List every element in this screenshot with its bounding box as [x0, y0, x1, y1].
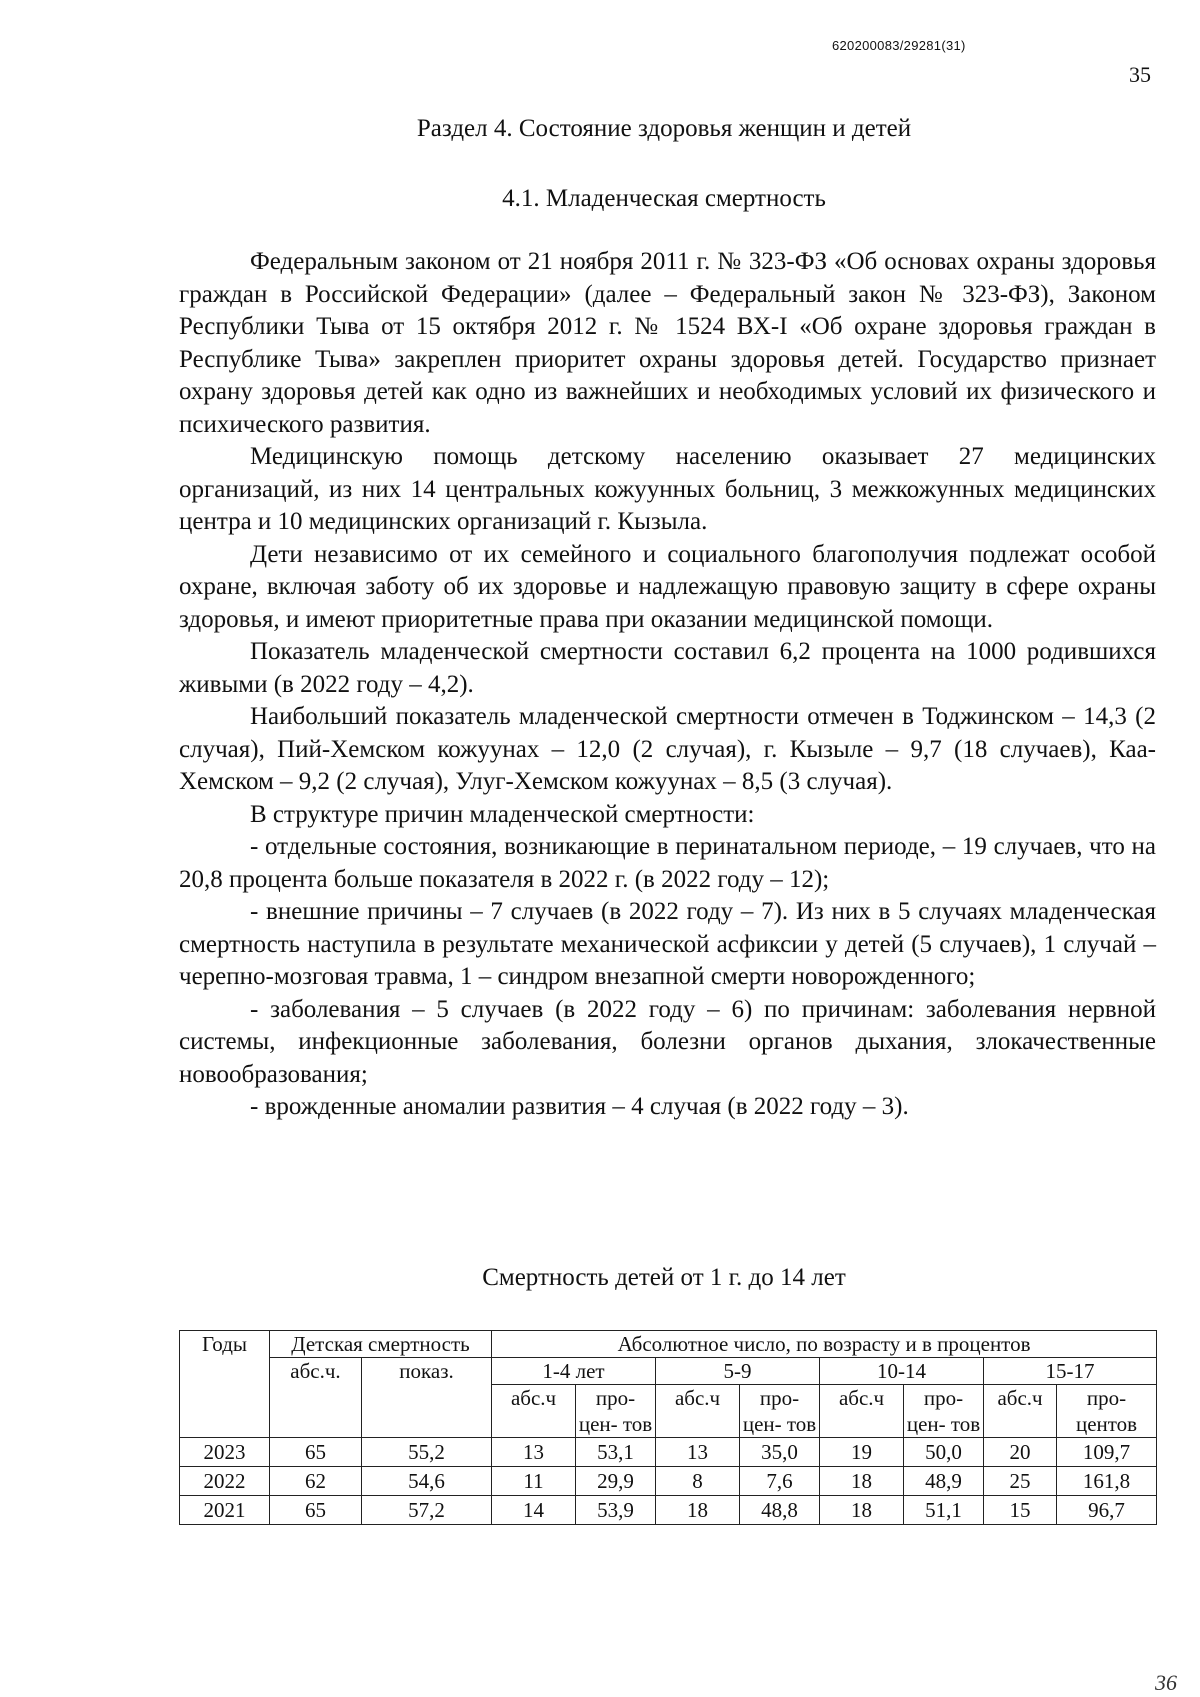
corner-handwritten-number: 36 — [1155, 1670, 1177, 1695]
header-percent: про- цен- тов — [904, 1385, 984, 1438]
cell-p4: 96,7 — [1057, 1496, 1157, 1525]
cell-a3: 18 — [820, 1496, 904, 1525]
header-abs-ch: абс.ч. — [270, 1358, 362, 1438]
cell-p1: 53,1 — [576, 1438, 656, 1467]
cell-a4: 20 — [984, 1438, 1057, 1467]
cell-p2: 48,8 — [740, 1496, 820, 1525]
cell-pokaz: 54,6 — [362, 1467, 492, 1496]
paragraph: Федеральным законом от 21 ноября 2011 г. № 323-ФЗ «Об основах охраны здоровья граждан в Российской Федерации» (далее – Федеральный закон № 323-ФЗ), Законом Республики Тыва от 15 октября 2012 г. № 1524 ВХ-I «Об охране здоровья граждан в Республике Тыва» закреплен приоритет охраны здоровья детей. Государство признает охрану здоровья детей как одно из важнейших и необходимых условий их физического и психического развития. — [179, 248, 1156, 438]
cell-a4: 15 — [984, 1496, 1057, 1525]
cell-year: 2023 — [180, 1438, 270, 1467]
header-age-15-17: 15-17 — [984, 1358, 1157, 1385]
body-text — [179, 246, 1156, 1124]
document-id: 620200083/29281(31) — [832, 38, 966, 53]
cell-a1: 13 — [492, 1438, 576, 1467]
header-abs: абс.ч — [656, 1385, 740, 1438]
header-abs: абс.ч — [984, 1385, 1057, 1438]
table-row — [180, 1438, 1157, 1467]
paragraph: Медицинскую помощь детскому населению оказывает 27 медицинских организаций, из них 14 центральных кожуунных больниц, 3 межкожунных медицинских центра и 10 медицинских организаций г. Кызыла. — [179, 443, 1156, 535]
subsection-title: 4.1. Младенческая смертность — [502, 185, 826, 212]
header-percent: про- цен- тов — [740, 1385, 820, 1438]
paragraph: Наибольший показатель младенческой смертности отмечен в Тоджинском – 14,3 (2 случая), Пий-Хемском кожуунах – 12,0 (2 случая), г. Кызыле – 9,7 (18 случаев), Каа-Хемском – 9,2 (2 случая), Улуг-Хемском кожуунах – 8,5 (3 случая). — [179, 703, 1156, 795]
header-years: Годы — [180, 1331, 270, 1438]
paragraph: Показатель младенческой смертности составил 6,2 процента на 1000 родившихся живыми (в 2022 году – 4,2). — [179, 638, 1156, 698]
table-row — [180, 1496, 1157, 1525]
cell-abs: 65 — [270, 1496, 362, 1525]
cell-abs: 62 — [270, 1467, 362, 1496]
header-pokaz: показ. — [362, 1358, 492, 1438]
header-child-mortality: Детская смертность — [270, 1331, 492, 1358]
header-abs: абс.ч — [492, 1385, 576, 1438]
header-abs: абс.ч — [820, 1385, 904, 1438]
paragraph: В структуре причин младенческой смертности: — [250, 800, 755, 828]
cell-a2: 13 — [656, 1438, 740, 1467]
cell-p3: 50,0 — [904, 1438, 984, 1467]
header-age-5-9: 5-9 — [656, 1358, 820, 1385]
cell-p4: 109,7 — [1057, 1438, 1157, 1467]
list-item: - отдельные состояния, возникающие в перинатальном периоде, – 19 случаев, что на 20,8 процента больше показателя в 2022 г. (в 2022 году – 12); — [179, 833, 1156, 893]
table-row — [180, 1467, 1157, 1496]
header-age-10-14: 10-14 — [820, 1358, 984, 1385]
list-item: - внешние причины – 7 случаев (в 2022 году – 7). Из них в 5 случаях младенческая смертность наступила в результате механической асфиксии у детей (5 случаев), 1 случай – черепно-мозговая травма, 1 – синдром внезапной смерти новорожденного; — [179, 898, 1156, 990]
cell-a1: 11 — [492, 1467, 576, 1496]
cell-p2: 7,6 — [740, 1467, 820, 1496]
header-percent: про- центов — [1057, 1385, 1157, 1438]
cell-p3: 48,9 — [904, 1467, 984, 1496]
header-age-1-4: 1-4 лет — [492, 1358, 656, 1385]
header-abs-number: Абсолютное число, по возрасту и в процентов — [492, 1331, 1157, 1358]
cell-p1: 53,9 — [576, 1496, 656, 1525]
cell-a4: 25 — [984, 1467, 1057, 1496]
cell-a3: 19 — [820, 1438, 904, 1467]
cell-a3: 18 — [820, 1467, 904, 1496]
cell-p1: 29,9 — [576, 1467, 656, 1496]
cell-pokaz: 57,2 — [362, 1496, 492, 1525]
list-item: - врожденные аномалии развития – 4 случая (в 2022 году – 3). — [250, 1093, 909, 1120]
cell-abs: 65 — [270, 1438, 362, 1467]
list-item: - заболевания – 5 случаев (в 2022 году – 6) по причинам: заболевания нервной системы, инфекционные заболевания, болезни органов дыхания, злокачественные новообразования; — [179, 995, 1156, 1088]
mortality-table — [179, 1330, 1157, 1525]
section-title: Раздел 4. Состояние здоровья женщин и детей — [416, 115, 912, 142]
cell-a2: 18 — [656, 1496, 740, 1525]
cell-a1: 14 — [492, 1496, 576, 1525]
cell-year: 2021 — [180, 1496, 270, 1525]
page-number: 35 — [1129, 62, 1151, 87]
cell-p2: 35,0 — [740, 1438, 820, 1467]
cell-pokaz: 55,2 — [362, 1438, 492, 1467]
header-percent: про- цен- тов — [576, 1385, 656, 1438]
table-caption: Смертность детей от 1 г. до 14 лет — [482, 1264, 846, 1291]
cell-year: 2022 — [180, 1467, 270, 1496]
cell-p4: 161,8 — [1057, 1467, 1157, 1496]
paragraph: Дети независимо от их семейного и социального благополучия подлежат особой охране, включая заботу об их здоровье и надлежащую правовую защиту в сфере охраны здоровья, и имеют приоритетные права при оказании медицинской помощи. — [179, 540, 1156, 633]
cell-p3: 51,1 — [904, 1496, 984, 1525]
cell-a2: 8 — [656, 1467, 740, 1496]
